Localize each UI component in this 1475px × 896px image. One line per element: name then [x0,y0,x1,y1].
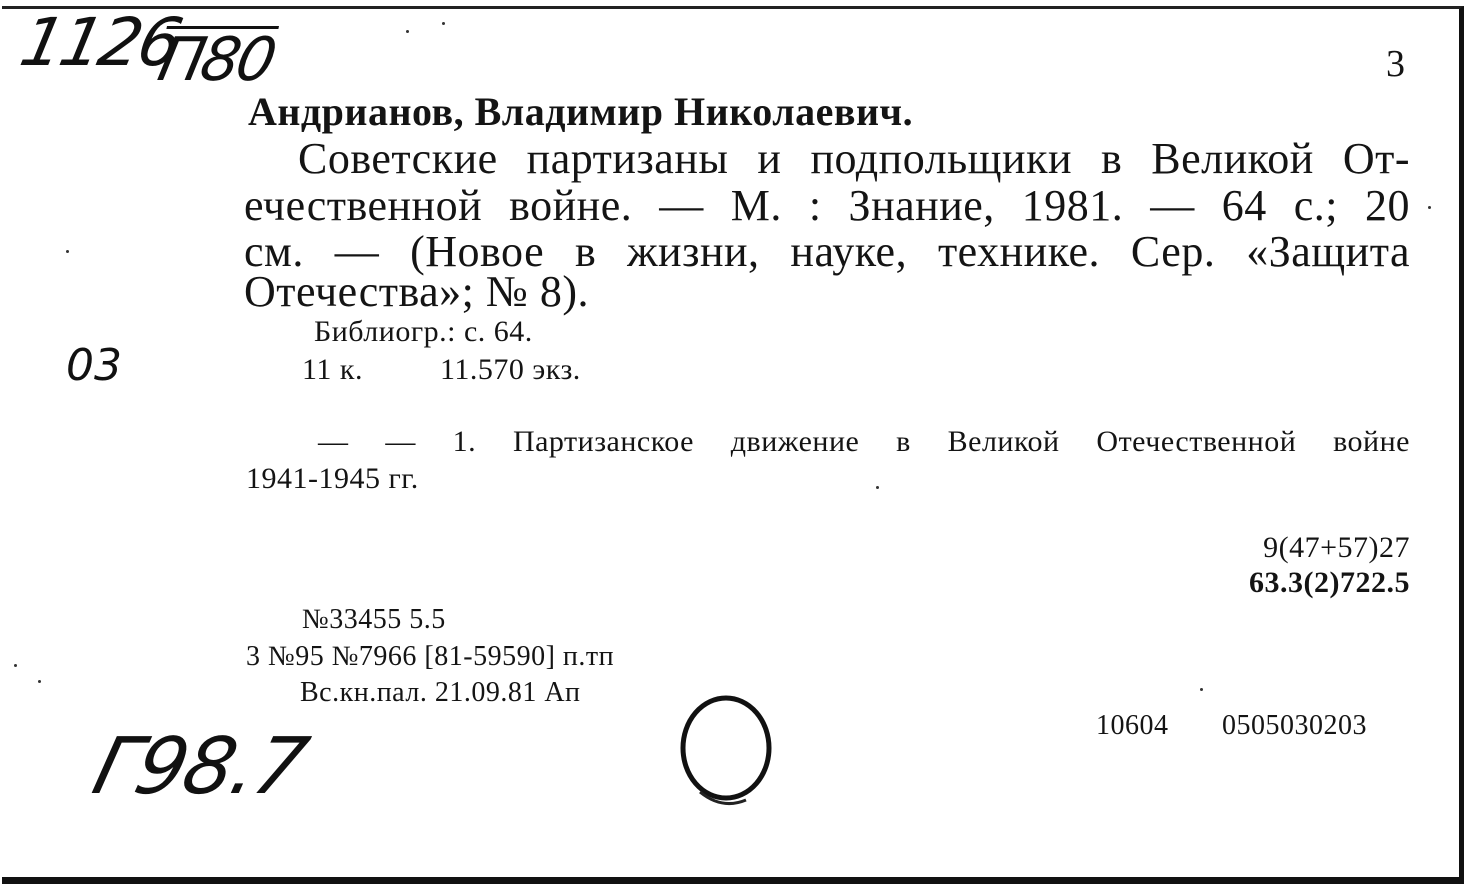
title-line-2: ечественной войне. — М. : Знание, 1981. — 64 с.; 20 [244,181,1410,230]
scan-speck [1428,206,1431,209]
print-run-note: 11.570 экз. [440,353,581,386]
identifier-code-2: 0505030203 [1222,710,1367,741]
handwritten-shelf-code: 1126 [13,4,187,81]
registry-number: №33455 5.5 [302,604,446,635]
scan-speck [442,22,445,25]
bibliography-note: Библиогр.: с. 64. [314,315,533,348]
handwritten-author-mark: П80 [152,25,280,95]
scan-speck [66,250,69,253]
order-info: 3 №95 №7966 [81-59590] п.тп [246,641,615,672]
subject-entry-years: 1941-1945 гг. [246,462,419,495]
scan-speck [1200,688,1203,691]
scan-speck [14,664,17,667]
card-number: 3 [1386,43,1406,85]
price-note: 11 к. [302,353,363,386]
udc-index: 9(47+57)27 [1263,531,1410,564]
author-heading: Андрианов, Владимир Николаевич. [248,89,914,134]
scan-speck [38,680,41,683]
title-line-3: см. — (Новое в жизни, науке, технике. Сер. «Защита [244,227,1410,276]
subject-entry: — — 1. Партизанское движение в Великой Отечественной войне [318,425,1410,458]
identifier-code-1: 10604 [1096,710,1169,741]
title-line-1: Советские партизаны и подпольщики в Великой От- [298,134,1410,183]
handwritten-class-code: Г98.7 [84,722,315,812]
bbk-index: 63.3(2)722.5 [1249,566,1410,599]
punch-hole [676,692,776,810]
title-line-4: Отечества»; № 8). [244,267,590,316]
chamber-info: Вс.кн.пал. 21.09.81 Ап [300,677,581,708]
handwritten-margin-code: 03 [66,340,122,391]
scan-speck [876,486,879,489]
scan-speck [406,30,409,33]
